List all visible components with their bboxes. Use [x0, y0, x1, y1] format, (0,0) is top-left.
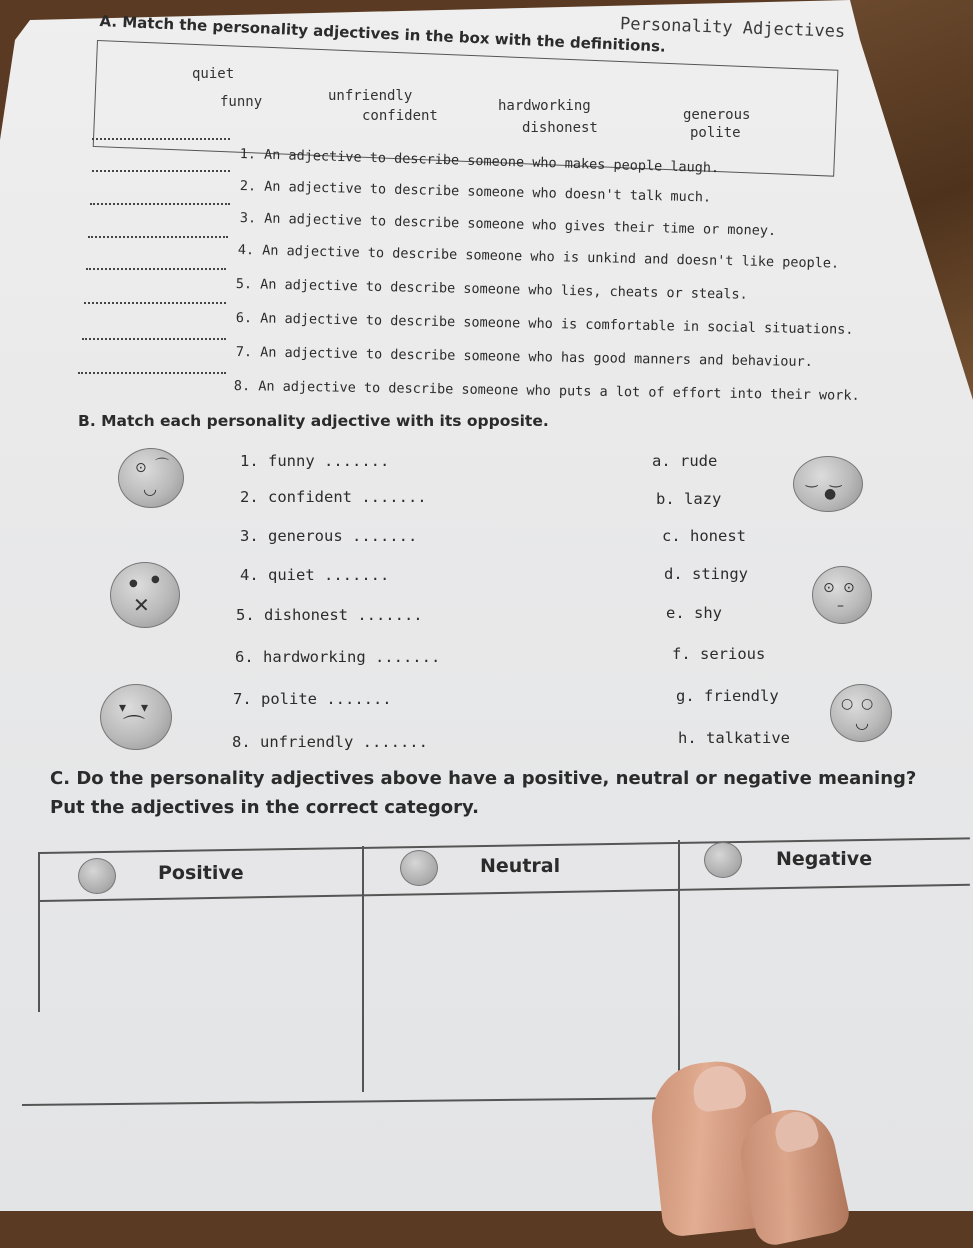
- match-right-item: e. shy: [666, 604, 722, 622]
- box-word: polite: [690, 125, 741, 141]
- answer-line[interactable]: [82, 338, 226, 340]
- column-header-negative: Negative: [776, 848, 873, 870]
- table-column-divider: [678, 840, 680, 1076]
- frown-face-icon: [704, 842, 742, 878]
- match-left-item: 8. unfriendly .......: [232, 733, 428, 751]
- box-word: generous: [683, 107, 751, 123]
- match-left-item: 3. generous .......: [240, 527, 418, 545]
- match-left-item: 7. polite .......: [233, 690, 392, 708]
- section-b-heading: B. Match each personality adjective with its opposite.: [78, 412, 549, 430]
- box-word: dishonest: [522, 120, 598, 136]
- definition-item: 1. An adjective to describe someone who makes people laugh.: [239, 146, 720, 177]
- positive-answer-cell[interactable]: [44, 905, 356, 1095]
- match-right-item: f. serious: [672, 645, 766, 663]
- box-word: quiet: [192, 66, 235, 82]
- definition-item: 7. An adjective to describe someone who has good manners and behaviour.: [235, 344, 813, 371]
- answer-line[interactable]: [92, 138, 230, 140]
- neutral-answer-cell[interactable]: [368, 900, 673, 1090]
- table-border-left: [38, 852, 40, 1012]
- definition-item: 8. An adjective to describe someone who puts a lot of effort into their work.: [233, 378, 860, 404]
- definition-item: 2. An adjective to describe someone who doesn't talk much.: [239, 178, 712, 206]
- column-header-neutral: Neutral: [480, 855, 561, 877]
- match-right-item: g. friendly: [676, 687, 779, 705]
- section-a-heading: A. Match the personality adjectives in the box with the definitions.: [99, 12, 667, 56]
- box-word: confident: [362, 108, 438, 124]
- neutral-face-icon: [400, 850, 438, 886]
- answer-line[interactable]: [78, 372, 226, 374]
- box-word: funny: [220, 94, 263, 110]
- shy-face-icon: ⊙ ⊙ –: [812, 566, 872, 624]
- happy-face-icon: [78, 858, 116, 894]
- answer-line[interactable]: [92, 170, 230, 172]
- definition-item: 5. An adjective to describe someone who lies, cheats or steals.: [235, 276, 748, 303]
- match-left-item: 4. quiet .......: [240, 566, 390, 584]
- sad-face-icon: ▾ ▾ ⌒: [100, 684, 172, 750]
- answer-line[interactable]: [90, 203, 230, 205]
- match-right-item: b. lazy: [656, 490, 722, 508]
- answer-line[interactable]: [84, 302, 226, 304]
- definition-item: 6. An adjective to describe someone who is comfortable in social situations.: [235, 310, 854, 338]
- match-right-item: h. talkative: [678, 729, 790, 747]
- definition-item: 3. An adjective to describe someone who gives their time or money.: [239, 210, 777, 240]
- match-left-item: 1. funny .......: [240, 452, 390, 470]
- box-word: hardworking: [498, 98, 591, 114]
- match-left-item: 2. confident .......: [240, 488, 427, 506]
- negative-answer-cell[interactable]: [684, 895, 969, 1075]
- section-c-subheading: Put the adjectives in the correct category.: [50, 797, 479, 818]
- column-header-positive: Positive: [158, 862, 244, 884]
- confused-face-icon: ● ● ✕: [110, 562, 180, 628]
- box-word: unfriendly: [328, 88, 413, 104]
- smile-face-icon: ○ ○ ◡: [830, 684, 892, 742]
- match-left-item: 6. hardworking .......: [235, 648, 441, 666]
- definition-item: 4. An adjective to describe someone who is unkind and doesn't like people.: [237, 242, 840, 272]
- sleepy-face-icon: ‿ ‿ ●: [793, 456, 863, 512]
- tongue-face-icon: ⊙ ⌒ ◡: [118, 448, 184, 508]
- table-column-divider: [362, 846, 364, 1092]
- match-right-item: c. honest: [662, 527, 746, 545]
- match-right-item: a. rude: [652, 452, 718, 470]
- answer-line[interactable]: [88, 236, 228, 238]
- match-right-item: d. stingy: [664, 565, 748, 583]
- page-title: Personality Adjectives: [619, 14, 846, 42]
- answer-line[interactable]: [86, 268, 226, 270]
- section-c-heading: C. Do the personality adjectives above have a positive, neutral or negative meaning?: [50, 768, 917, 789]
- match-left-item: 5. dishonest .......: [236, 606, 423, 624]
